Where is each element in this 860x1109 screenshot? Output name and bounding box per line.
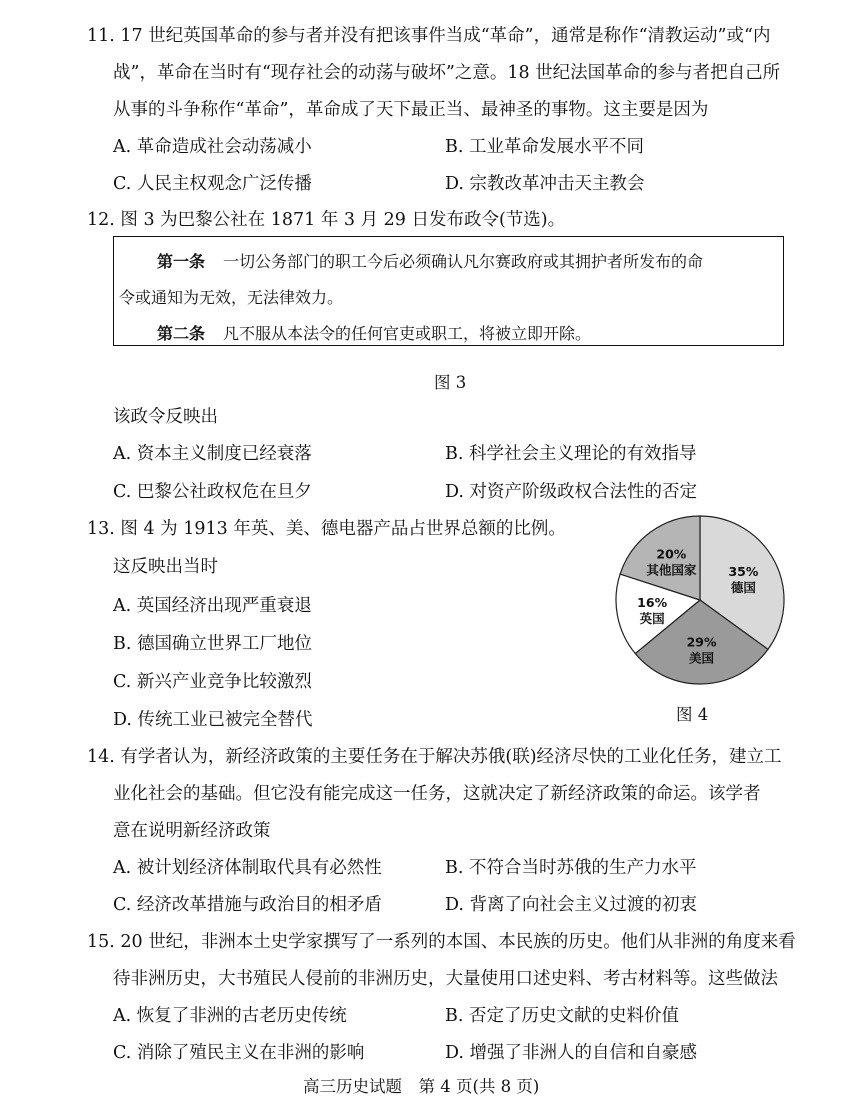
figure-4-caption: 图 4	[676, 705, 709, 724]
article-1-label: 第一条	[157, 252, 206, 271]
article-2-label: 第二条	[157, 324, 206, 343]
q11-option-c: C. 人民主权观念广泛传播	[113, 174, 312, 194]
q11-option-a: A. 革命造成社会动荡减小	[113, 137, 312, 157]
q11-stem-line-2: 战”，革命在当时有“现存社会的动荡与破坏”之意。18 世纪法国革命的参与者把自己所	[113, 63, 781, 83]
article-1-text-line-2: 令或通知为无效，无法律效力。	[119, 288, 344, 307]
q13-option-c: C. 新兴产业竞争比较激烈	[113, 672, 312, 692]
q14-option-c: C. 经济改革措施与政治目的相矛盾	[113, 895, 382, 915]
figure-3-caption: 图 3	[434, 373, 467, 392]
q15-option-b: B. 否定了历史文献的史料价值	[445, 1006, 679, 1026]
q13-question: 这反映出当时	[113, 557, 218, 577]
pie-percent-label-3: 20%	[656, 546, 687, 562]
q12-question: 该政令反映出	[113, 407, 218, 427]
q15-option-c: C. 消除了殖民主义在非洲的影响	[113, 1043, 365, 1063]
article-1-text-line-1: 一切公务部门的职工今后必须确认凡尔赛政府或其拥护者所发布的命	[223, 252, 704, 271]
q13-stem: 13. 图 4 为 1913 年英、美、德电器产品占世界总额的比例。	[87, 519, 566, 539]
q15-stem-line-2: 待非洲历史，大书殖民人侵前的非洲历史，大量使用口述史料、考古材料等。这些做法	[113, 969, 778, 989]
q13-option-b: B. 德国确立世界工厂地位	[113, 634, 312, 654]
pie-percent-label-1: 29%	[686, 634, 717, 650]
pie-chart	[600, 500, 800, 700]
q12-stem: 12. 图 3 为巴黎公社在 1871 年 3 月 29 日发布政令(节选)。	[87, 210, 566, 230]
q14-stem-line-1: 14. 有学者认为，新经济政策的主要任务在于解决苏俄(联)经济尽快的工业化任务，建立工	[87, 747, 782, 767]
q12-option-c: C. 巴黎公社政权危在旦夕	[113, 482, 312, 502]
q12-option-d: D. 对资产阶级政权合法性的否定	[445, 482, 698, 502]
q15-option-d: D. 增强了非洲人的自信和自豪感	[445, 1043, 698, 1063]
pie-category-label-2: 英国	[639, 611, 665, 627]
page-footer: 高三历史试题 第 4 页(共 8 页)	[303, 1077, 540, 1096]
q14-option-b: B. 不符合当时苏俄的生产力水平	[445, 858, 697, 878]
pie-category-label-1: 美国	[689, 650, 715, 666]
q14-stem-line-2: 业化社会的基础。但它没有能完成这一任务，这就决定了新经济政策的命运。该学者	[113, 784, 761, 804]
q14-option-a: A. 被计划经济体制取代具有必然性	[113, 858, 382, 878]
decree-article-2	[157, 322, 591, 346]
q13-option-d: D. 传统工业已被完全替代	[113, 710, 313, 730]
decree-article-1	[157, 250, 703, 274]
pie-percent-label-2: 16%	[637, 595, 668, 611]
q14-option-d: D. 背离了向社会主义过渡的初衷	[445, 895, 698, 915]
q12-option-a: A. 资本主义制度已经衰落	[113, 444, 312, 464]
q13-option-a: A. 英国经济出现严重衰退	[113, 596, 312, 616]
pie-category-label-0: 德国	[730, 579, 756, 595]
q15-option-a: A. 恢复了非洲的古老历史传统	[113, 1006, 347, 1026]
article-2-text: 凡不服从本法令的任何官吏或职工，将被立即开除。	[223, 324, 592, 343]
q15-stem-line-1: 15. 20 世纪，非洲本土史学家撰写了一系列的本国、本民族的历史。他们从非洲的角度来看	[87, 932, 796, 952]
pie-percent-label-0: 35%	[728, 563, 759, 579]
q14-stem-line-3: 意在说明新经济政策	[113, 821, 271, 841]
q11-stem-line-3: 从事的斗争称作“革命”，革命成了天下最正当、最神圣的事物。这主要是因为	[113, 100, 709, 120]
q12-option-b: B. 科学社会主义理论的有效指导	[445, 444, 697, 464]
q11-option-b: B. 工业革命发展水平不同	[445, 137, 644, 157]
pie-category-label-3: 其他国家	[646, 562, 697, 578]
q11-stem-line-1: 11. 17 世纪英国革命的参与者并没有把该事件当成“革命”，通常是称作“清教运动”或“内	[87, 26, 771, 46]
q11-option-d: D. 宗教改革冲击天主教会	[445, 174, 645, 194]
